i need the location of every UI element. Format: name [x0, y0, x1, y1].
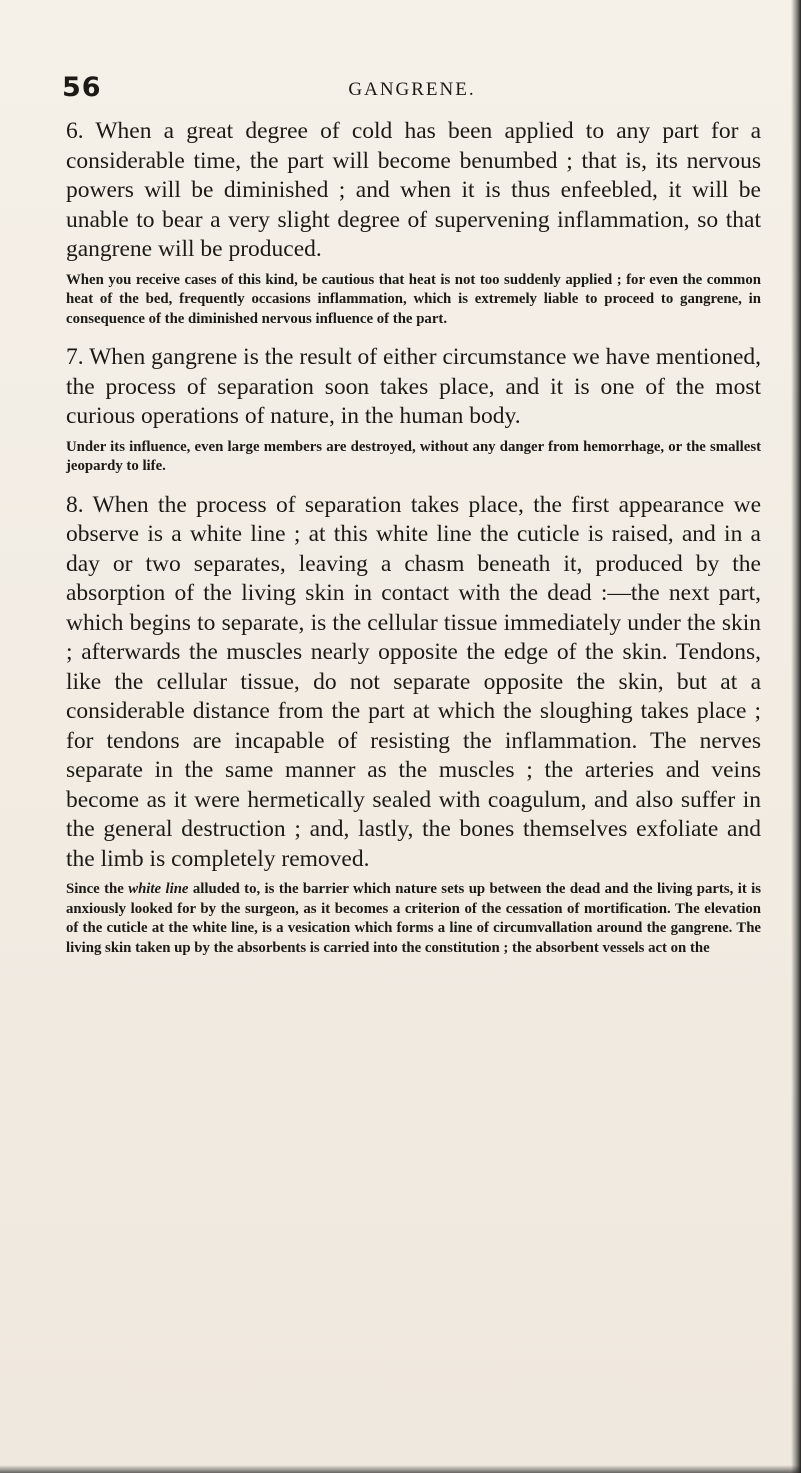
- page-body: [66, 117, 761, 966]
- paragraph-6: 6. When a great degree of cold has been applied to any part for a considerable time, the part will become benumbed ; that is, its nervous powers will be diminished ; and when it is thus enfeebled, it will be unable to bear a very slight degree of supervening inflammation, so that gangrene will be produced.: [66, 118, 761, 262]
- page-header: [62, 72, 762, 112]
- paragraph-8: 8. When the process of separation takes place, the first appearance we observe is a white line ; at this white line the cuticle is raised, and in a day or two separates, leaving a chasm beneath it, produced by the absorption of the living skin in contact with the dead :—the next part, which begins to separate, is the cellular tissue immediately under the skin ; afterwards the muscles nearly opposite the edge of the skin. Tendons, like the cellular tissue, do not separate opposite the skin, but at a considerable distance from the part at which the sloughing takes place ; for tendons are incapable of resisting the inflammation. The nerves separate in the same manner as the muscles ; the arteries and veins become as it were hermetically sealed with coagulum, and also suffer in the general destruction ; and, lastly, the bones themselves exfoliate and the limb is completely removed.: [66, 491, 761, 872]
- note-8-lead: Since the: [66, 881, 129, 897]
- page-number: 56: [62, 72, 102, 103]
- note-8-rest: alluded to, is the barrier which nature sets up between the dead and the living parts, it is anxiously looked for by the surgeon, as it becomes a criterion of the cessation of mortification. The elevation of the cuticle at the white line, is a vesication which forms a line of circumvallation around the gangrene. The living skin taken up by the absorbents is carried into the constitution ; the absorbent vessels act on the: [66, 881, 761, 956]
- page-bottom-edge: [0, 1465, 801, 1473]
- note-6: When you receive cases of this kind, be cautious that heat is not too suddenly applied ; for even the common heat of the bed, frequently occasions inflammation, which is extremely liable to proceed to gangrene, in consequence of the diminished nervous influence of the part.: [66, 271, 761, 327]
- note-8-emphasis: white line: [128, 881, 189, 897]
- paragraph-7: 7. When gangrene is the result of either circumstance we have mentioned, the process of separation soon takes place, and it is one of the most curious operations of nature, in the human body.: [66, 344, 761, 429]
- running-head: GANGRENE.: [348, 79, 476, 100]
- note-8: [66, 880, 761, 958]
- binding-shadow: [791, 0, 801, 1473]
- note-7: Under its influence, even large members are destroyed, without any danger from hemorrhage, or the smallest jeopardy to life.: [66, 438, 761, 474]
